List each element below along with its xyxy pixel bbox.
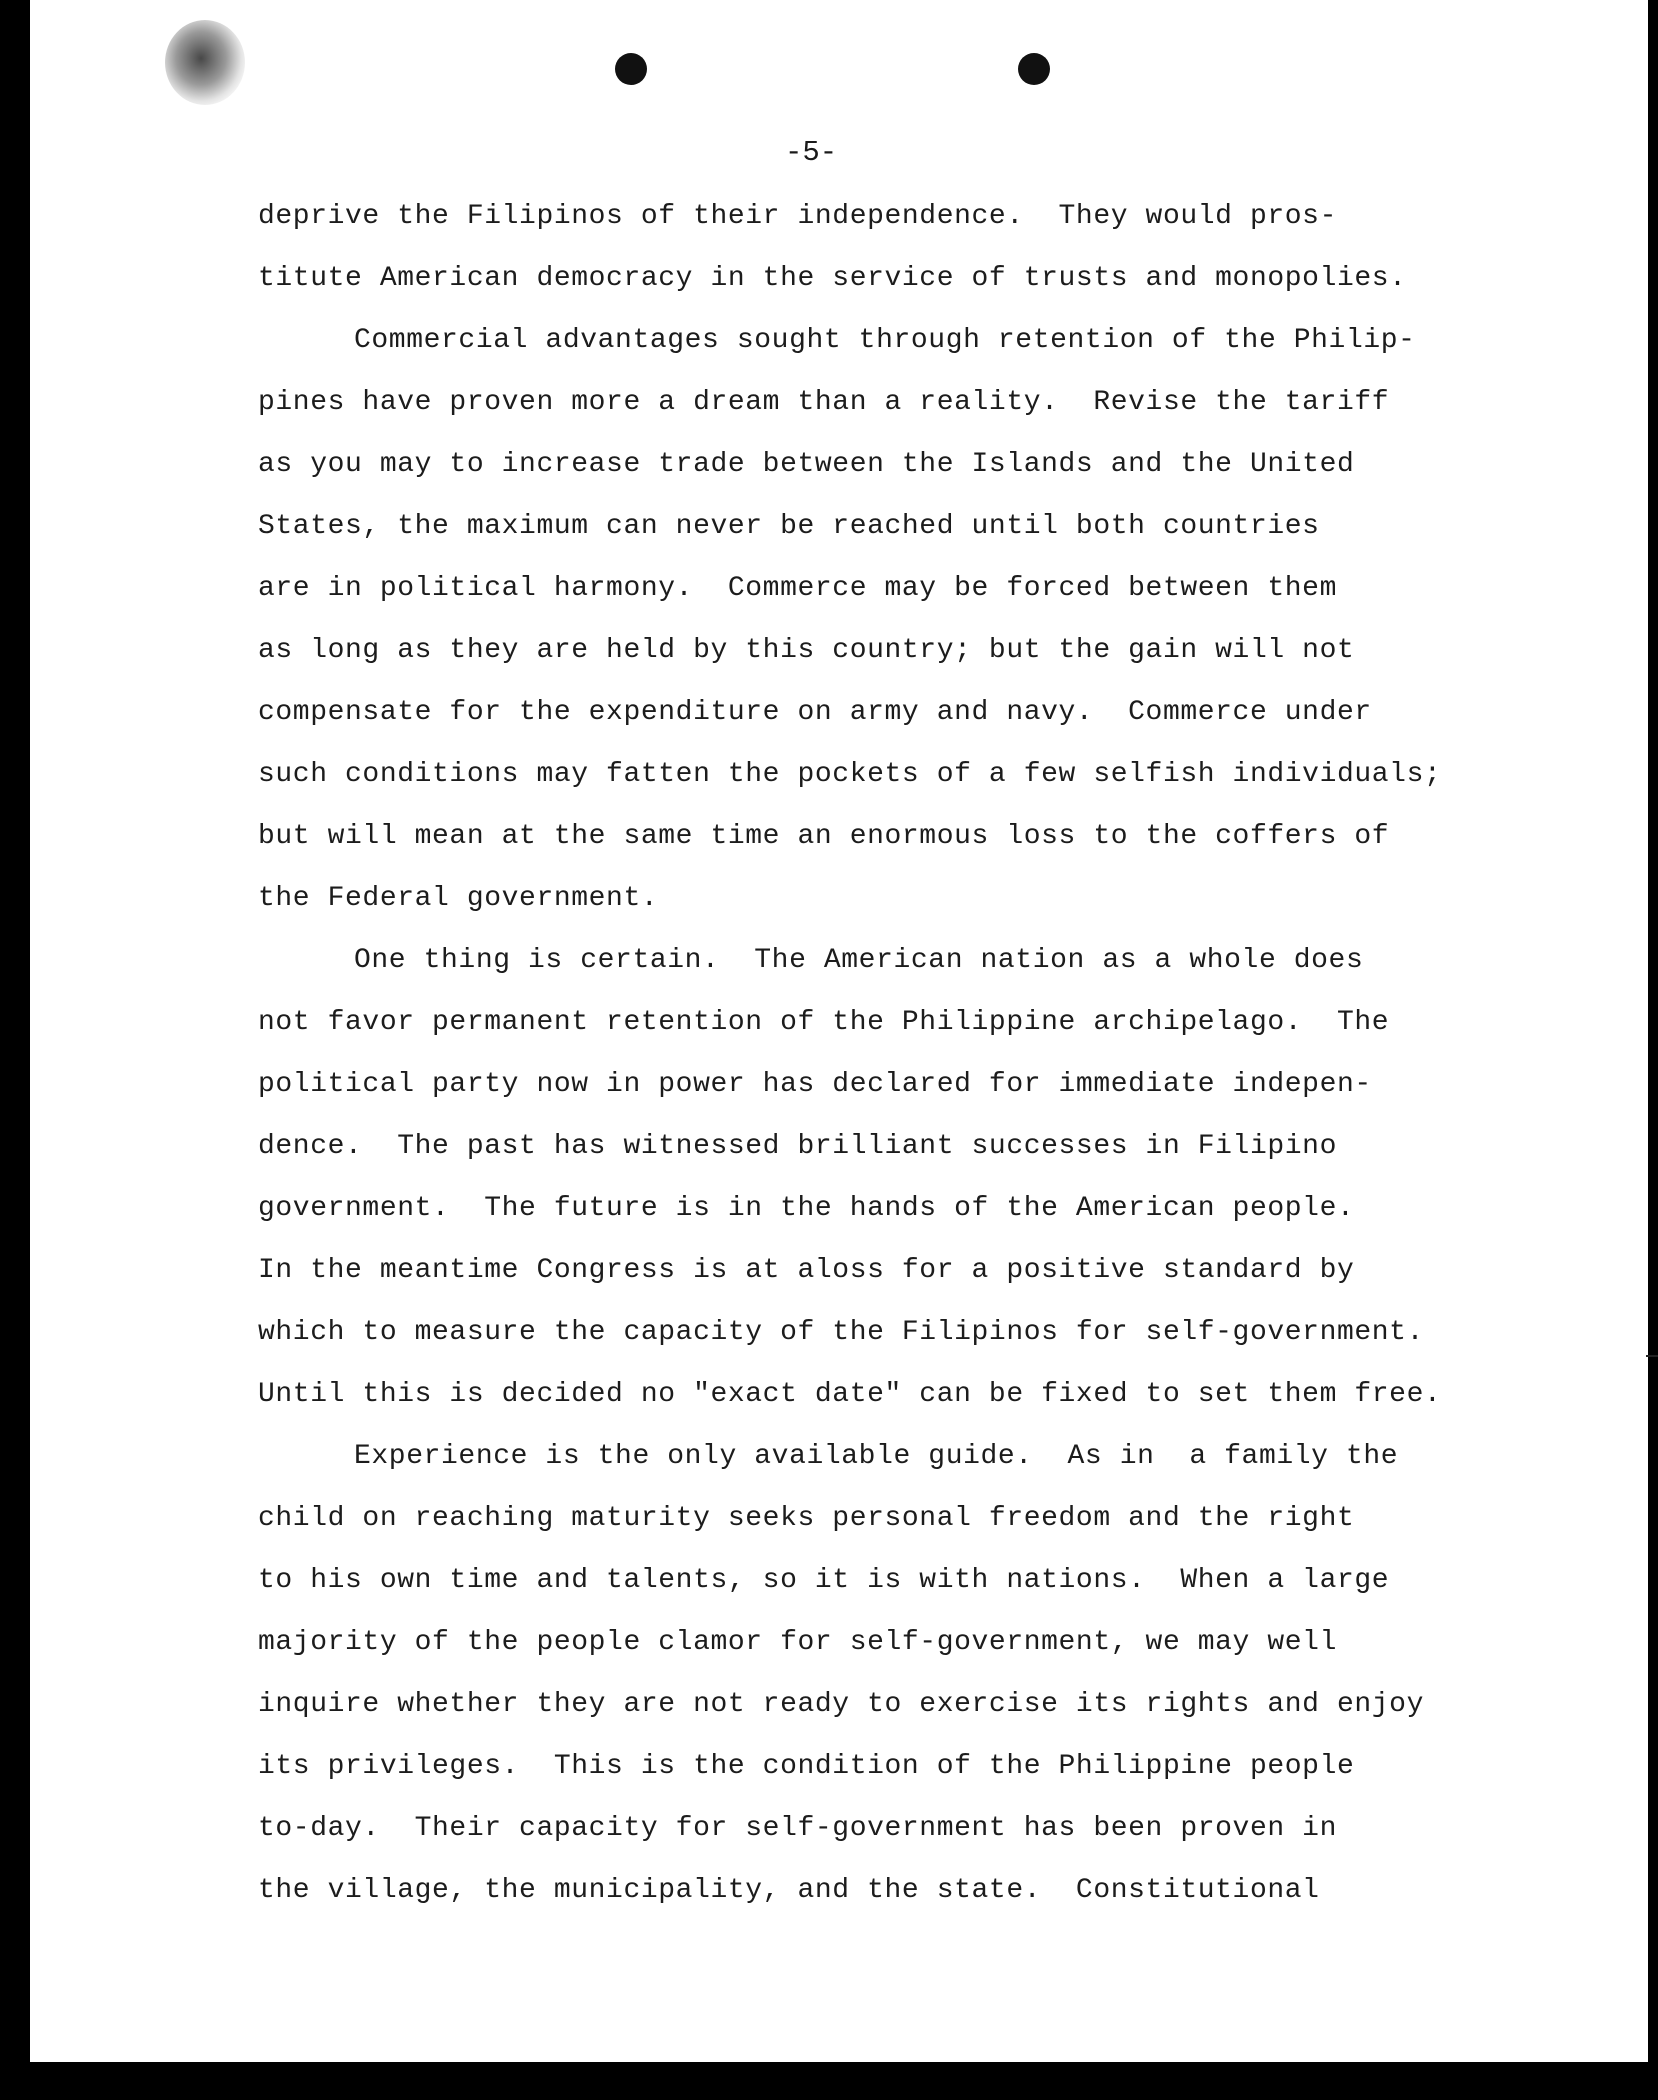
text-line: Commercial advantages sought through retention of the Philip-	[354, 325, 1416, 356]
text-line: which to measure the capacity of the Filipinos for self-government.	[258, 1317, 1424, 1348]
text-line: Until this is decided no "exact date" can be fixed to set them free.	[258, 1379, 1442, 1410]
document-page	[30, 0, 1648, 2062]
text-line: government. The future is in the hands of the American people.	[258, 1193, 1355, 1224]
text-line: as you may to increase trade between the Islands and the United	[258, 449, 1355, 480]
ink-smudge	[165, 20, 245, 105]
edge-mark	[1646, 1355, 1658, 1357]
punch-hole-left	[615, 53, 647, 85]
text-line: child on reaching maturity seeks personal freedom and the right	[258, 1503, 1355, 1534]
text-line: Experience is the only available guide. As in a family the	[354, 1441, 1399, 1472]
text-line: as long as they are held by this country; but the gain will not	[258, 635, 1355, 666]
text-line: inquire whether they are not ready to exercise its rights and enjoy	[258, 1689, 1424, 1720]
text-line: pines have proven more a dream than a reality. Revise the tariff	[258, 387, 1390, 418]
text-line: One thing is certain. The American nation as a whole does	[354, 945, 1364, 976]
body-text	[258, 186, 1598, 1922]
text-line: deprive the Filipinos of their independence. They would pros-	[258, 201, 1337, 232]
text-line: to-day. Their capacity for self-government has been proven in	[258, 1813, 1337, 1844]
text-line: but will mean at the same time an enormous loss to the coffers of	[258, 821, 1390, 852]
text-line: compensate for the expenditure on army and navy. Commerce under	[258, 697, 1372, 728]
text-line: to his own time and talents, so it is with nations. When a large	[258, 1565, 1390, 1596]
page-number: -5-	[785, 136, 838, 169]
text-line: In the meantime Congress is at aloss for a positive standard by	[258, 1255, 1355, 1286]
punch-hole-right	[1018, 53, 1050, 85]
text-line: not favor permanent retention of the Philippine archipelago. The	[258, 1007, 1390, 1038]
text-line: States, the maximum can never be reached until both countries	[258, 511, 1320, 542]
text-line: such conditions may fatten the pockets of a few selfish individuals;	[258, 759, 1442, 790]
text-line: the Federal government.	[258, 883, 659, 914]
text-line: dence. The past has witnessed brilliant successes in Filipino	[258, 1131, 1337, 1162]
text-line: its privileges. This is the condition of the Philippine people	[258, 1751, 1355, 1782]
text-line: titute American democracy in the service of trusts and monopolies.	[258, 263, 1407, 294]
text-line: majority of the people clamor for self-government, we may well	[258, 1627, 1337, 1658]
text-line: the village, the municipality, and the state. Constitutional	[258, 1875, 1320, 1906]
text-line: are in political harmony. Commerce may be forced between them	[258, 573, 1337, 604]
text-line: political party now in power has declared for immediate indepen-	[258, 1069, 1372, 1100]
